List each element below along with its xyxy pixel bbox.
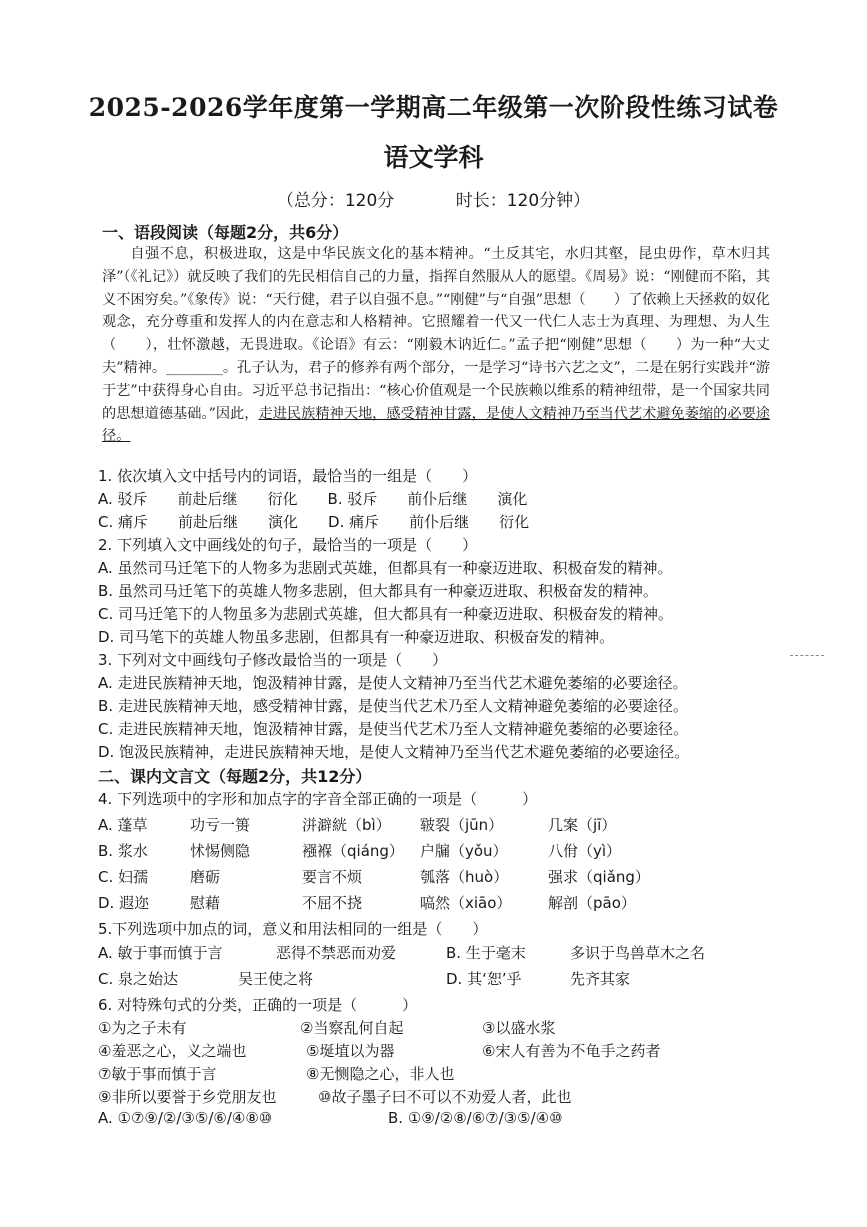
q6-sentence: ①为之子未有 [98, 1019, 187, 1037]
q4-cell: 磨砺 [190, 868, 221, 886]
q3-stem: 3. 下列对文中画线句子修改最恰当的一项是（ ） [98, 651, 448, 669]
q6-sentence: ⑥宋人有善为不龟手之药者 [482, 1042, 661, 1060]
duration: 时长：120分钟） [455, 191, 591, 211]
q4-cell: 强求（qiǎng） [548, 868, 650, 886]
section-2-heading: 二、课内文言文（每题2分，共12分） [98, 767, 372, 786]
q4-cell: 怵惕侧隐 [190, 842, 251, 860]
section-1-heading: 一、语段阅读（每题2分，共6分） [102, 223, 349, 242]
q5-cell: C. 泉之始达 [98, 970, 179, 988]
q1-options-ab: A. 驳斥 前赴后继 衍化 B. 驳斥 前仆后继 演化 [98, 490, 528, 508]
q6-sentence: ⑧无恻隐之心，非人也 [306, 1065, 455, 1083]
q3-option-a: A. 走进民族精神天地，饱汲精神甘露，是使人文精神乃至当代艺术避免萎缩的必要途径。 [98, 674, 688, 692]
q5-cell: D. 其‘恕’乎 [446, 970, 522, 988]
q6-sentence: ⑦敏于事而慎于言 [98, 1065, 217, 1083]
q4-cell: A. 蓬草 [98, 816, 148, 834]
q6-stem: 6. 对特殊句式的分类，正确的一项是（ ） [98, 996, 418, 1014]
q4-cell: 瓠落（huò） [420, 868, 509, 886]
q4-cell: D. 遐迩 [98, 894, 150, 912]
exam-title: 2025-2026学年度第一学期高二年级第一次阶段性练习试卷 [88, 93, 779, 122]
q3-option-d: D. 饱汲民族精神，走进民族精神天地，是使人文精神乃至当代艺术避免萎缩的必要途径。 [98, 743, 690, 761]
q5-cell: 先齐其家 [570, 970, 631, 988]
q4-cell: 慰藉 [190, 894, 221, 912]
q6-sentence: ④羞恶之心，义之端也 [98, 1042, 247, 1060]
exam-meta [0, 186, 867, 211]
q4-cell: 功亏一篑 [190, 816, 251, 834]
q4-cell: 八佾（yì） [548, 842, 622, 860]
q1-options-cd: C. 痛斥 前赴后继 演化 D. 痛斥 前仆后继 衍化 [98, 513, 530, 531]
q3-option-b: B. 走进民族精神天地，感受精神甘露，是使当代艺术乃至人文精神避免萎缩的必要途径。 [98, 697, 688, 715]
q5-stem: 5.下列选项中加点的词，意义和用法相同的一组是（ ） [98, 920, 488, 938]
q4-cell: 要言不烦 [302, 868, 363, 886]
q5-cell: 多识于鸟兽草木之名 [570, 944, 706, 962]
passage-text: 自强不息，积极进取，这是中华民族文化的基本精神。“土反其宅，水归其壑，昆虫毋作，草木归其泽”（《礼记》）就反映了我们的先民相信自己的力量，指挥自然服从人的愿望。《周易》说：“刚健而不陷，其义不困穷矣。”《象传》说：“天行健，君子以自强不息。”“刚健”与“自强”思想（ ）了依赖上天拯救的奴化观念，充分尊重和发挥人的内在意志和人格精神。它照耀着一代又一代仁人志士为真理、为理想、为人生（ ），壮怀激越，无畏进取。《论语》有云：“刚毅木讷近仁。”孟子把“刚健”思想（ ）为一种“大丈夫”精神。________。孔子认为，君子的修养有两个部分，一是学习“诗书六艺之文”，二是在躬行实践并“游于艺”中获得身心自由。习近平总书记指出：“核心价值观是一个民族赖以维系的精神纽带，是一个国家共同的思想道德基础。”因此， [102, 246, 770, 422]
q4-cell: 嗃然（xiāo） [420, 894, 512, 912]
reading-passage [102, 243, 770, 448]
q5-cell: A. 敏于事而慎于言 [98, 944, 223, 962]
q5-cell: 吴王使之将 [238, 970, 314, 988]
passage-underlined-sentence: 走进民族精神天地，感受精神甘露，是使人文精神乃至当代艺术避免萎缩的必要途径。 [102, 405, 770, 445]
q4-cell: B. 浆水 [98, 842, 148, 860]
subject-title: 语文学科 [383, 143, 484, 172]
q5-cell: B. 生于毫末 [446, 944, 526, 962]
q4-cell: 几案（jī） [548, 816, 617, 834]
margin-mark [790, 655, 824, 657]
q4-cell: 皲裂（jūn） [420, 816, 504, 834]
q4-cell: 襁褓（qiáng） [302, 842, 404, 860]
q1-stem: 1. 依次填入文中括号内的词语，最恰当的一组是（ ） [98, 467, 478, 485]
q4-stem: 4. 下列选项中的字形和加点字的字音全部正确的一项是（ ） [98, 790, 538, 808]
q2-option-d: D. 司马笔下的英雄人物虽多悲剧，但都具有一种豪迈进取、积极奋发的精神。 [98, 628, 615, 646]
q4-cell: C. 妇孺 [98, 868, 149, 886]
q2-option-a: A. 虽然司马迁笔下的人物多为悲剧式英雄，但都具有一种豪迈进取、积极奋发的精神。 [98, 559, 673, 577]
total-score: （总分：120分 [276, 191, 395, 211]
q2-option-b: B. 虽然司马迁笔下的英雄人物多悲剧，但大都具有一种豪迈进取、积极奋发的精神。 [98, 582, 658, 600]
q6-sentence: ③以盛水浆 [482, 1019, 556, 1037]
q6-option-a: A. ①⑦⑨/②/③⑤/⑥/④⑧⑩ [98, 1109, 273, 1127]
q6-option-b: B. ①⑨/②⑧/⑥⑦/③⑤/④⑩ [388, 1109, 563, 1127]
q2-stem: 2. 下列填入文中画线处的句子，最恰当的一项是（ ） [98, 536, 478, 554]
q6-sentence: ②当察乱何自起 [300, 1019, 404, 1037]
q2-option-c: C. 司马迁笔下的人物虽多为悲剧式英雄，但大都具有一种豪迈进取、积极奋发的精神。 [98, 605, 674, 623]
q6-sentence: ⑤埏埴以为器 [306, 1042, 395, 1060]
q4-cell: 不屈不挠 [302, 894, 363, 912]
q5-cell: 恶得不禁恶而劝爱 [276, 944, 397, 962]
q6-sentence: ⑩故子墨子曰不可以不劝爱人者，此也 [318, 1088, 572, 1106]
q4-cell: 户牖（yǒu） [420, 842, 508, 860]
q4-cell: 洴澼絖（bì） [302, 816, 391, 834]
q4-cell: 解剖（pāo） [548, 894, 636, 912]
q3-option-c: C. 走进民族精神天地，饱汲精神甘露，是使当代艺术乃至人文精神避免萎缩的必要途径。 [98, 720, 689, 738]
q6-sentence: ⑨非所以要誉于乡党朋友也 [98, 1088, 277, 1106]
